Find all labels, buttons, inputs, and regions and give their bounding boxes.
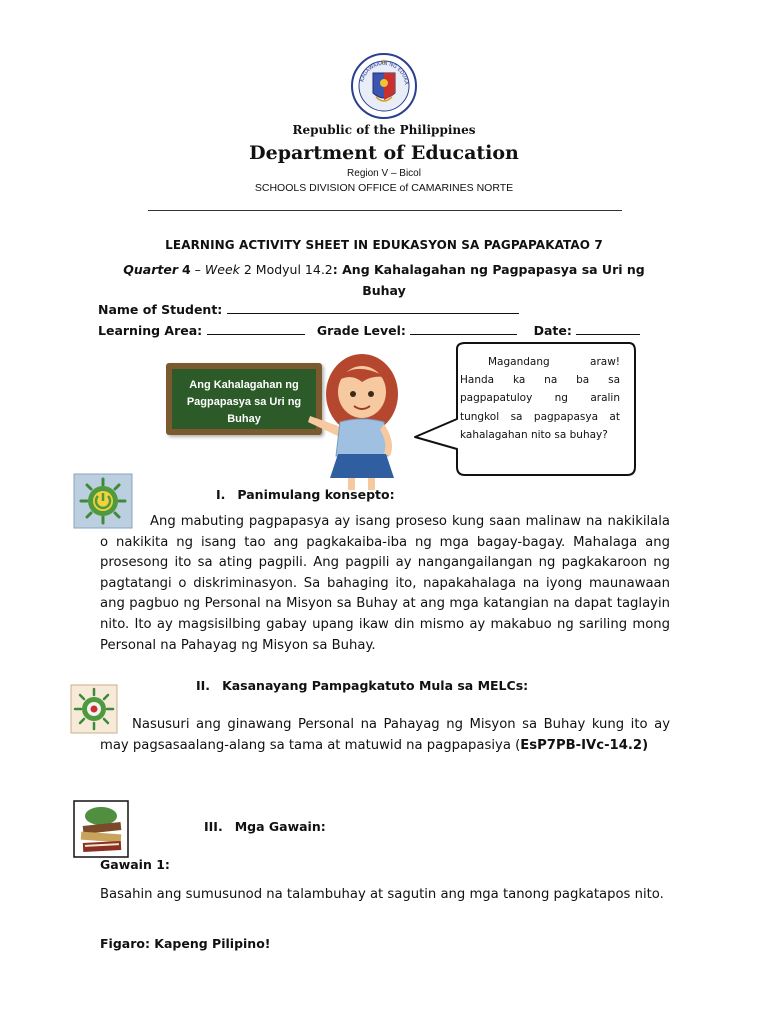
date-field[interactable] bbox=[576, 322, 640, 335]
activity-sheet-title: LEARNING ACTIVITY SHEET IN EDUKASYON SA PAGPAPAKATAO 7 bbox=[165, 238, 603, 252]
module-colon: : bbox=[332, 262, 343, 277]
gawain-instruction: Basahin ang sumusunod na talambuhay at sagutin ang mga tanong pagkatapos nito. bbox=[100, 887, 664, 902]
region-line: Region V – Bicol bbox=[347, 168, 421, 179]
chalkboard bbox=[166, 363, 322, 435]
republic-line: Republic of the Philippines bbox=[292, 123, 476, 137]
section-1-title: Panimulang konsepto: bbox=[237, 487, 395, 502]
learning-area-field[interactable] bbox=[207, 322, 305, 335]
student-name-label: Name of Student: bbox=[98, 302, 223, 317]
student-name-row bbox=[98, 301, 519, 317]
story-title: Figaro: Kapeng Pilipino! bbox=[100, 936, 271, 951]
chalkboard-text: Ang Kahalagahan ng Pagpapasya sa Uri ng Buhay bbox=[186, 379, 302, 425]
teacher-girl-icon bbox=[304, 352, 416, 492]
section-1-number: I. bbox=[216, 487, 226, 502]
header-divider bbox=[148, 210, 622, 211]
section-2-body bbox=[100, 715, 670, 756]
section-3-heading bbox=[204, 819, 326, 834]
speech-bubble-text bbox=[460, 353, 620, 444]
learning-area-label: Learning Area: bbox=[98, 323, 203, 338]
grade-level-field[interactable] bbox=[410, 322, 517, 335]
competency-text: Nasusuri ang ginawang Personal na Pahayag ng Misyon sa Buhay kung ito ay may pagsasaalang-alang sa tama at matuwid na pagpapasiya ( bbox=[100, 717, 670, 753]
deped-seal-icon bbox=[351, 53, 417, 119]
books-icon bbox=[73, 800, 129, 858]
info-row bbox=[98, 322, 640, 338]
greeting: Magandang araw! bbox=[488, 356, 620, 368]
module-number: 2 Modyul 14.2 bbox=[239, 262, 333, 277]
department-name: Department of Education bbox=[249, 142, 519, 164]
section-3-number: III. bbox=[204, 819, 223, 834]
lesson-title: Ang Kahalagahan ng Pagpapasya sa Uri ng Buhay bbox=[342, 262, 645, 298]
section-2-number: II. bbox=[196, 678, 211, 693]
week-label: Week bbox=[204, 262, 240, 277]
section-3-title: Mga Gawain: bbox=[234, 819, 326, 834]
section-1-body: Ang mabuting pagpapasya ay isang proseso kung saan malinaw na nakikilala o nakikita ng isang tao ang pagkakaiba-iba ng mga bagay-bagay. Mahalaga ang prosesong ito sa ating pagpili. Ang pagpili ay nangangailangan ng pagkakaroon ng pagtatangi o diskriminasyon. Sa bahaging ito, napakahalaga na iyong maunawaan ang pagbuo ng Personal na Misyon sa Buhay at ang mga katangian na dapat taglayin nito. Ito ay magsisilbing gabay upang ikaw din mismo ay makabuo ng sariling mong Personal na Pahayag ng Misyon sa Buhay. bbox=[100, 514, 670, 653]
section-1-heading bbox=[216, 487, 395, 502]
bubble-message: Handa ka na ba sa pagpapatuloy ng aralin tungkol sa pagpapasya at kahalagahan nito sa buhay? bbox=[460, 374, 620, 441]
grade-level-label: Grade Level: bbox=[316, 323, 406, 338]
gawain-label: Gawain 1: bbox=[100, 857, 170, 872]
seal-text: KAGAWARAN NG EDUKA bbox=[359, 60, 409, 86]
date-label: Date: bbox=[533, 323, 572, 338]
competency-code: EsP7PB-IVc-14.2) bbox=[520, 737, 649, 753]
quarter-label: Quarter bbox=[123, 262, 179, 277]
quarter-number: 4 bbox=[182, 262, 191, 277]
quarter-module-line bbox=[110, 259, 658, 301]
section-2-heading bbox=[196, 678, 528, 693]
quarter-dash: – bbox=[190, 262, 205, 277]
division-office-line: SCHOOLS DIVISION OFFICE of CAMARINES NORTE bbox=[254, 182, 514, 194]
student-name-field[interactable] bbox=[227, 301, 519, 314]
section-2-title: Kasanayang Pampagkatuto Mula sa MELCs: bbox=[222, 678, 529, 693]
